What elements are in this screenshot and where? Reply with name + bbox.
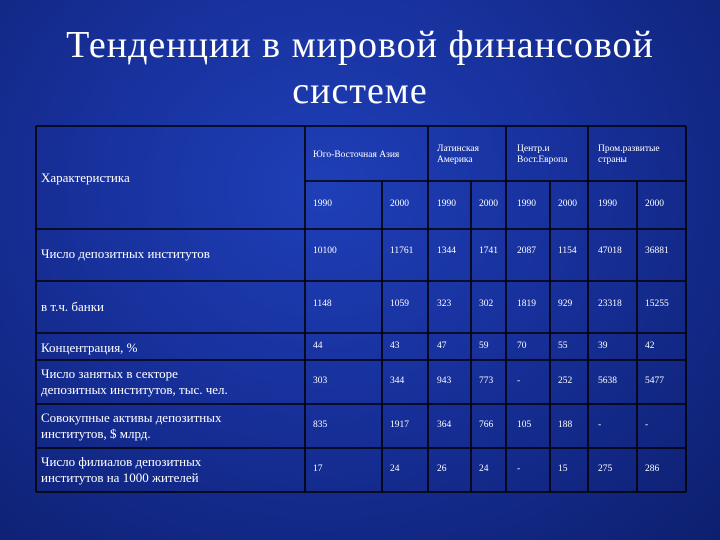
table-cell: 26 [437, 464, 447, 474]
region-header-line-1: Центр.и [517, 144, 550, 154]
region-header-line-1: Латинская [437, 144, 480, 154]
table-cell: 275 [598, 464, 613, 474]
corner-label: Характеристика [41, 170, 130, 185]
table-cell: 105 [517, 420, 532, 430]
table-cell: 42 [645, 341, 655, 351]
table-cell: 1154 [558, 246, 577, 256]
table-cell: 15255 [645, 299, 669, 309]
row-label-line-2: депозитных институтов, тыс. чел. [41, 382, 228, 397]
table-cell: 303 [313, 376, 328, 386]
table-cell: 47018 [598, 246, 622, 256]
row-label [41, 410, 222, 442]
row-label [41, 454, 201, 486]
region-header-developed [598, 144, 660, 166]
table-cell: 344 [390, 376, 405, 386]
table-cell: 188 [558, 420, 573, 430]
table-cell: 943 [437, 376, 452, 386]
row-label [41, 340, 138, 356]
year-header: 1990 [517, 199, 536, 209]
table-cell: - [598, 420, 602, 430]
table-cell: 23318 [598, 299, 622, 309]
table-cell: 929 [558, 299, 573, 309]
region-header-line-2: Америка [437, 155, 473, 165]
region-header-latam [437, 144, 479, 166]
table-cell: 24 [479, 464, 489, 474]
table-cell: 59 [479, 341, 489, 351]
row-label-line-1: Число депозитных институтов [41, 246, 210, 261]
table-cell: 11761 [390, 246, 414, 256]
year-header: 2000 [390, 199, 409, 209]
row-label [41, 366, 228, 398]
slide-title [0, 22, 720, 114]
table-cell: 15 [558, 464, 568, 474]
table-cell: 47 [437, 341, 447, 351]
table-cell: 1148 [313, 299, 332, 309]
table-cell: 17 [313, 464, 323, 474]
row-label-line-1: Концентрация, % [41, 340, 138, 355]
table-cell: 2087 [517, 246, 536, 256]
year-header: 1990 [313, 199, 332, 209]
title-line-2: системе [292, 70, 428, 112]
table-cell: 10100 [313, 246, 337, 256]
row-label-line-2: институтов на 1000 жителей [41, 470, 199, 485]
row-label-line-1: Число филиалов депозитных [41, 454, 202, 469]
region-header-sea [313, 150, 399, 161]
table-cell: 1741 [479, 246, 498, 256]
table-cell: 323 [437, 299, 452, 309]
year-header: 2000 [645, 199, 664, 209]
region-header-line-2: страны [598, 155, 627, 165]
table-cell: 1819 [517, 299, 536, 309]
table-cell: 773 [479, 376, 494, 386]
region-header-cee [517, 144, 567, 166]
row-label-line-1: Совокупные активы депозитных [41, 410, 222, 425]
year-header: 2000 [479, 199, 498, 209]
table-cell: 5477 [645, 376, 664, 386]
row-label-line-1: в т.ч. банки [41, 299, 104, 314]
year-header: 1990 [437, 199, 456, 209]
table-cell: 252 [558, 376, 573, 386]
year-header: 2000 [558, 199, 577, 209]
table-cell: 5638 [598, 376, 617, 386]
table-cell: 43 [390, 341, 400, 351]
table-cell: 835 [313, 420, 328, 430]
region-header-line-2: Вост.Европа [517, 155, 568, 165]
table-cell: 39 [598, 341, 608, 351]
row-label [41, 246, 210, 262]
table-cell: 55 [558, 341, 568, 351]
table-cell: 1917 [390, 420, 409, 430]
table-cell: - [517, 376, 521, 386]
row-label-line-2: институтов, $ млрд. [41, 426, 151, 441]
table-cell: 286 [645, 464, 660, 474]
table-cell: 1059 [390, 299, 409, 309]
row-label [41, 299, 104, 315]
row-label-line-1: Число занятых в секторе [41, 366, 178, 381]
table-cell: 36881 [645, 246, 669, 256]
table-cell: 766 [479, 420, 494, 430]
table-cell: 364 [437, 420, 452, 430]
title-line-1: Тенденции в мировой финансовой [66, 24, 654, 66]
table-cell: - [517, 464, 521, 474]
table-cell: 24 [390, 464, 400, 474]
year-header: 1990 [598, 199, 617, 209]
table-cell: 70 [517, 341, 527, 351]
table-cell: 302 [479, 299, 494, 309]
table-cell: 44 [313, 341, 323, 351]
region-header-line-1: Юго-Восточная Азия [313, 150, 400, 160]
region-header-line-1: Пром.развитые [598, 144, 660, 154]
table-cell: 1344 [437, 246, 456, 256]
table-cell: - [645, 420, 649, 430]
